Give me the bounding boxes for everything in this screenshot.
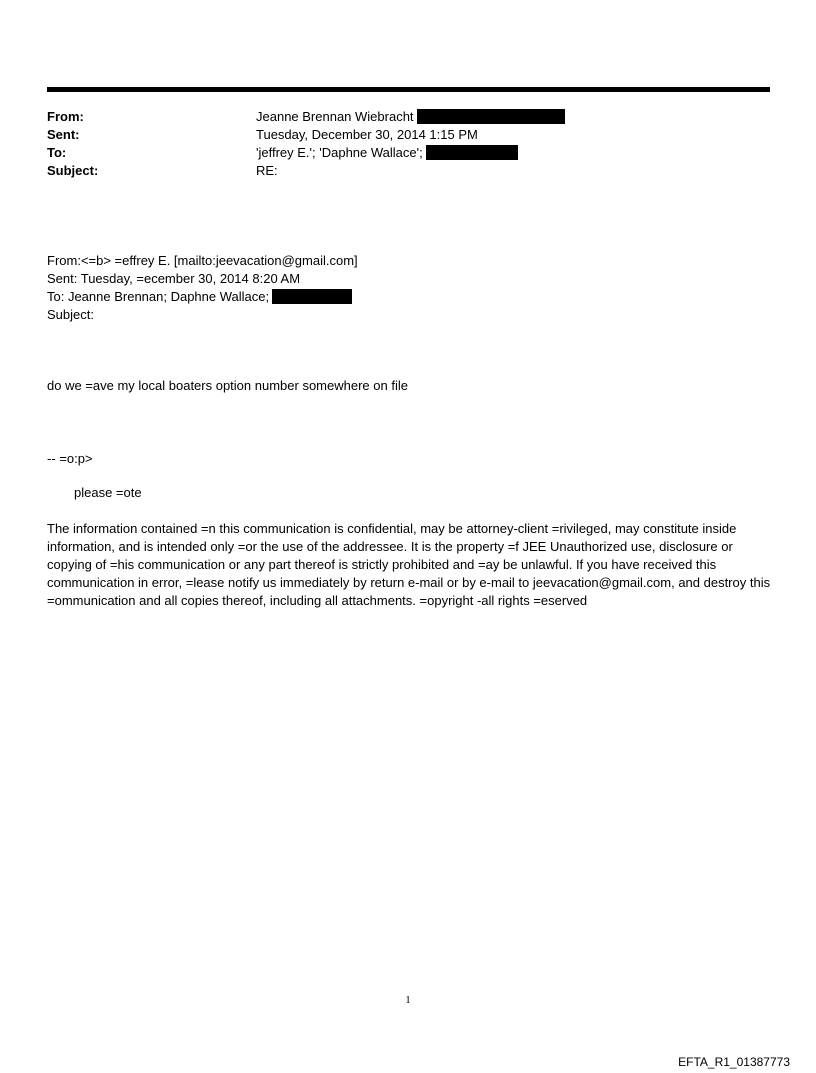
page-number: 1 xyxy=(405,994,411,1006)
header-from-row xyxy=(47,108,770,126)
subject-label: Subject: xyxy=(47,163,99,178)
header-sent-row xyxy=(47,126,770,144)
to-value xyxy=(256,144,518,162)
message-body: do we =ave my local boaters option number somewhere on file xyxy=(47,378,408,393)
quoted-subject-line: Subject: xyxy=(47,307,94,322)
sent-value: Tuesday, December 30, 2014 1:15 PM xyxy=(256,127,478,142)
signature-separator: -- =o:p> xyxy=(47,451,93,466)
confidentiality-disclaimer: The information contained =n this communication is confidential, may be attorney-client =rivileged, may constitute inside information, and is intended only =or the use of the addressee. It is the property =f JEE Unauthorized use, disclosure or copying of =his communication or any part thereof is strictly prohibited and =ay be unlawful. If you have received this communication in error, =lease notify us immediately by return e-mail or by e-mail to jeevacation@gmail.com, and destroy this =ommunication and all copies thereof, including all attachments. =opyright -all rights =eserved xyxy=(47,521,771,608)
email-header xyxy=(47,108,770,180)
from-label: From: xyxy=(47,109,84,124)
to-label: To: xyxy=(47,145,67,160)
header-to-row xyxy=(47,144,770,162)
to-recipients: 'jeffrey E.'; 'Daphne Wallace'; xyxy=(256,145,423,160)
from-value xyxy=(256,108,565,126)
quoted-sent-line: Sent: Tuesday, =ecember 30, 2014 8:20 AM xyxy=(47,271,301,286)
bates-id: EFTA_R1_01387773 xyxy=(678,1055,790,1069)
header-rule xyxy=(47,87,770,92)
sent-label: Sent: xyxy=(47,127,80,142)
from-name: Jeanne Brennan Wiebracht xyxy=(256,109,414,124)
quoted-header xyxy=(47,252,358,324)
quoted-to-line: To: Jeanne Brennan; Daphne Wallace; xyxy=(47,289,270,304)
signature-note: please =ote xyxy=(74,485,142,500)
quoted-from-line: From:<=b> =effrey E. [mailto:jeevacation@gmail.com] xyxy=(47,253,358,268)
redaction-box xyxy=(272,289,352,304)
redaction-box xyxy=(426,145,518,160)
header-subject-row xyxy=(47,162,770,180)
redaction-box xyxy=(417,109,565,124)
subject-value: RE: xyxy=(256,163,278,178)
quoted-to-line-wrap xyxy=(47,288,358,306)
